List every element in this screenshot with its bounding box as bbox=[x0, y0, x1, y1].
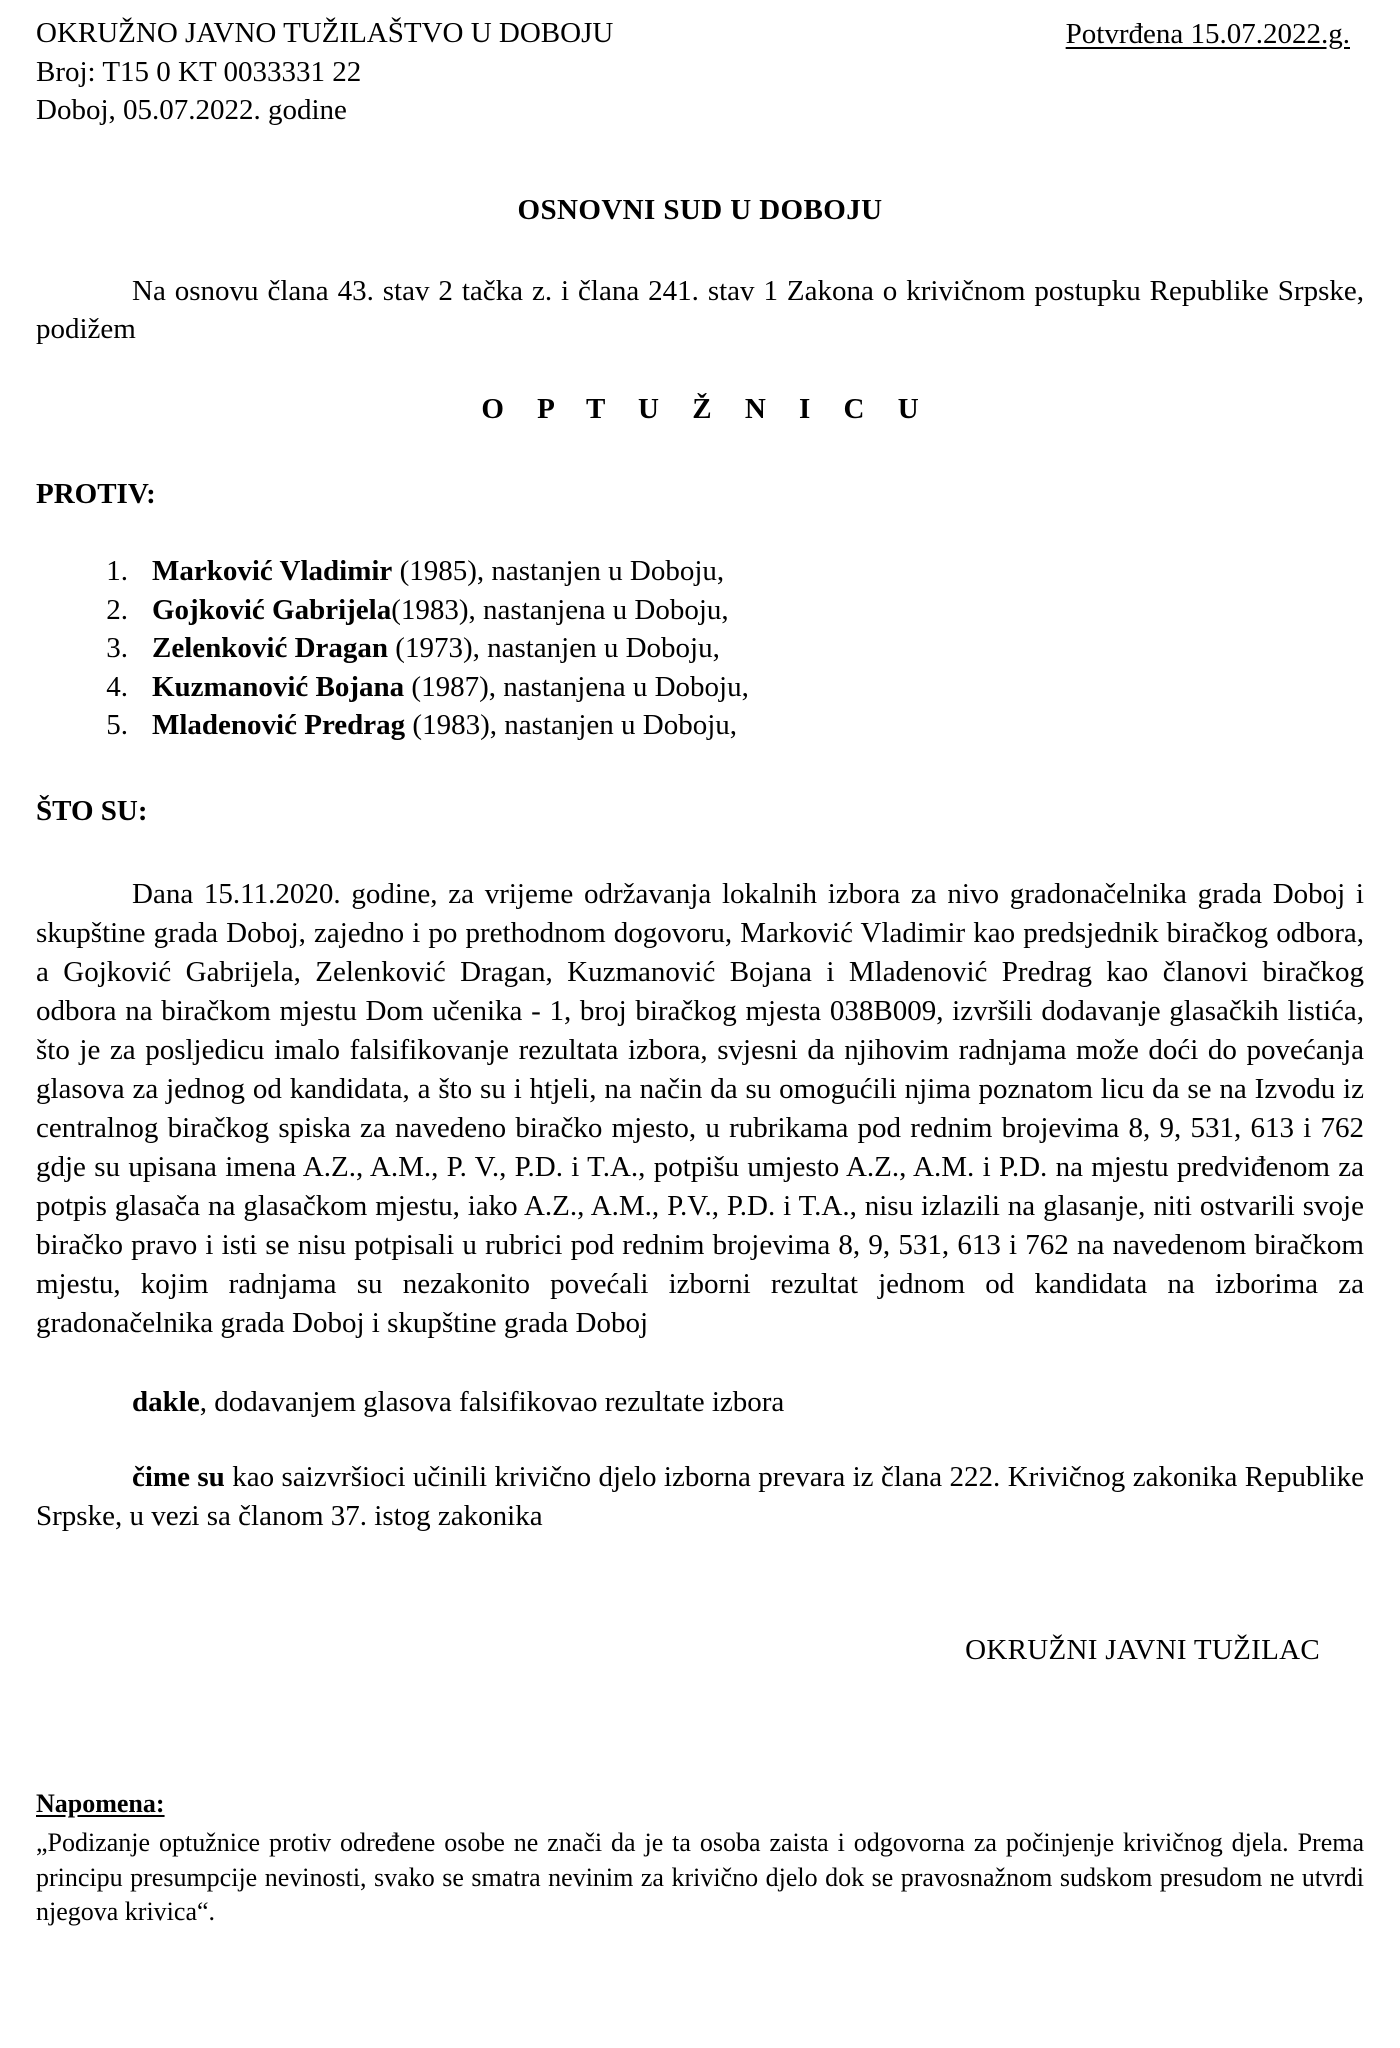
defendant-name: Kuzmanović Bojana bbox=[152, 670, 405, 703]
dakle-rest: , dodavanjem glasova falsifikovao rezultate izbora bbox=[199, 1385, 785, 1418]
place-and-date: Doboj, 05.07.2022. godine bbox=[36, 94, 347, 127]
defendant-details: (1985), nastanjen u Doboju, bbox=[392, 555, 725, 588]
signature-title: OKRUŽNI JAVNI TUŽILAC bbox=[965, 1633, 1320, 1666]
defendant-name: Gojković Gabrijela bbox=[152, 593, 392, 626]
defendant-name: Zelenković Dragan bbox=[152, 632, 389, 665]
court-title: OSNOVNI SUD U DOBOJU bbox=[517, 193, 883, 226]
dakle-paragraph bbox=[36, 1383, 1364, 1422]
list-item bbox=[36, 706, 1364, 745]
dakle-lead: dakle bbox=[132, 1385, 200, 1418]
defendant-number: 2. bbox=[106, 593, 128, 626]
confirmation-stamp: Potvrđena 15.07.2022.g. bbox=[1065, 18, 1350, 50]
charge-description-paragraph: Dana 15.11.2020. godine, za vrijeme održavanja lokalnih izbora za nivo gradonačelnika grada Doboj i skupštine grada Doboj, zajedno i po prethodnom dogovoru, Marković Vladimir kao predsjednik biračkog odbora, a Gojković Gabrijela, Zelenković Dragan, Kuzmanović Bojana i Mladenović Predrag kao članovi biračkog odbora na biračkom mjestu Dom učenika - 1, broj biračkog mjesta 038B009, izvršili dodavanje glasačkih listića, što je za posljedicu imalo falsifikovanje rezultata izbora, svjesni da njihovim radnjama može doći do povećanja glasova za jednog od kandidata, a što su i htjeli, na način da su omogućili njima poznatom licu da se na Izvodu iz centralnog biračkog spiska za navedeno biračko mjesto, u rubrikama pod rednim brojevima 8, 9, 531, 613 i 762 gdje su upisana imena A.Z., A.M., P. V., P.D. i T.A., potpišu umjesto A.Z., A.M. i P.D. na mjestu predviđenom za potpis glasača na glasačkom mjestu, iako A.Z., A.M., P.V., P.D. i T.A., nisu izlazili na glasanje, niti ostvarili svoje biračko pravo i isti se nisu potpisali u rubrici pod rednim brojevima 8, 9, 531, 613 i 762 na navedenom biračkom mjestu, kojim radnjama su nezakonito povećali izborni rezultat jednom od kandidata na izborima za gradonačelnika grada Doboj i skupštine grada Doboj bbox=[36, 877, 1364, 1339]
against-label: PROTIV: bbox=[36, 478, 156, 511]
indictment-title: O P T U Ž N I C U bbox=[481, 392, 932, 425]
list-item bbox=[36, 668, 1364, 707]
list-item bbox=[36, 552, 1364, 591]
case-number: Broj: T15 0 KT 0033331 22 bbox=[36, 55, 362, 88]
defendant-number: 4. bbox=[106, 670, 128, 703]
defendant-name: Mladenović Predrag bbox=[152, 709, 406, 742]
header-right-block bbox=[1066, 14, 1364, 54]
note-label: Napomena: bbox=[36, 1789, 165, 1819]
defendant-list bbox=[36, 552, 1364, 745]
defendant-details: (1973), nastanjen u Doboju, bbox=[388, 632, 720, 665]
legal-basis-paragraph: Na osnovu člana 43. stav 2 tačka z. i člana 241. stav 1 Zakona o krivičnom postupku Republike Srpske, podižem bbox=[36, 275, 1364, 346]
defendant-details: (1987), nastanjena u Doboju, bbox=[404, 670, 749, 703]
header-left-block bbox=[36, 14, 613, 130]
prosecutor-office-name: OKRUŽNO JAVNO TUŽILAŠTVO U DOBOJU bbox=[36, 17, 614, 49]
cime-su-paragraph bbox=[36, 1458, 1364, 1536]
defendant-number: 3. bbox=[106, 632, 128, 665]
cime-su-rest: kao saizvršioci učinili krivično djelo izborna prevara iz člana 222. Krivičnog zakonika Republike Srpske, u vezi sa članom 37. istog zakonika bbox=[36, 1460, 1365, 1532]
defendant-number: 5. bbox=[106, 709, 128, 742]
document-header bbox=[36, 14, 1364, 130]
defendant-name: Marković Vladimir bbox=[152, 555, 393, 588]
list-item bbox=[36, 591, 1364, 630]
defendant-details: (1983), nastanjena u Doboju, bbox=[391, 593, 729, 626]
cime-su-lead: čime su bbox=[132, 1460, 225, 1493]
list-item bbox=[36, 629, 1364, 668]
note-block bbox=[36, 1787, 1364, 1930]
defendant-number: 1. bbox=[106, 555, 128, 588]
defendant-details: (1983), nastanjen u Doboju, bbox=[405, 709, 738, 742]
what-label: ŠTO SU: bbox=[36, 794, 148, 827]
note-text: „Podizanje optužnice protiv određene osobe ne znači da je ta osoba zaista i odgovorna za počinjenje krivičnog djela. Prema principu presumpcije nevinosti, svako se smatra nevinim za krivično djelo dok se pravosnažnom sudskom presudom ne utvrdi njegova krivica“. bbox=[36, 1828, 1364, 1927]
